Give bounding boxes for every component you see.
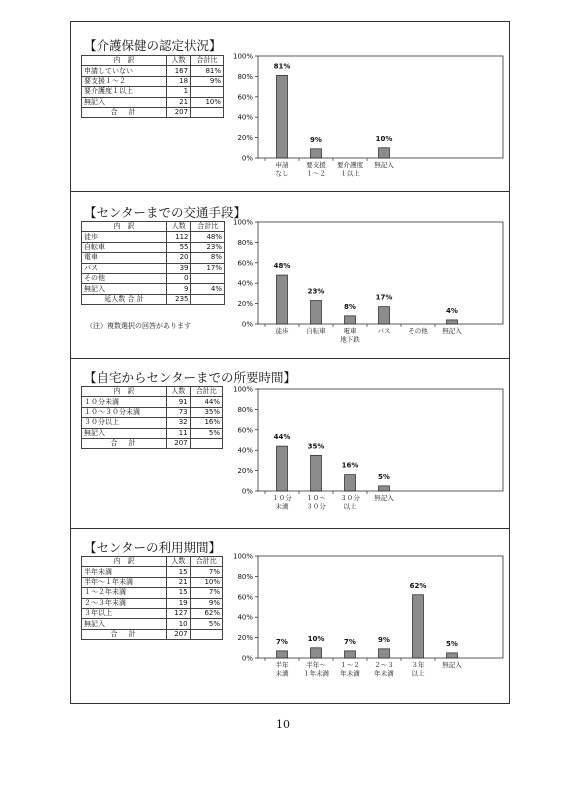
row-count: 21	[167, 577, 191, 587]
data-label: 8%	[344, 302, 356, 311]
bar	[311, 648, 322, 658]
bar	[379, 649, 390, 658]
data-label: 10%	[307, 634, 325, 643]
bar	[277, 446, 288, 491]
data-label: 10%	[375, 134, 393, 143]
total-count: 207	[167, 629, 191, 639]
page-number: 10	[276, 718, 290, 731]
row-label: ３年以上	[82, 608, 167, 618]
data-label: 16%	[341, 461, 359, 470]
x-tick-label: 要支援	[306, 161, 326, 169]
y-tick-label: 100%	[232, 552, 253, 561]
row-label: 申請していない	[82, 66, 167, 76]
x-tick-label: ２～３	[374, 661, 394, 669]
table-row	[82, 567, 223, 577]
total-ratio	[191, 107, 224, 117]
row-ratio: 10%	[191, 97, 224, 107]
header-cell: 人数	[167, 387, 191, 397]
total-label: 合 計	[82, 629, 167, 639]
row-count: 20	[167, 253, 191, 263]
y-tick-label: 80%	[237, 72, 253, 81]
row-ratio: 48%	[191, 232, 225, 242]
y-tick-label: 60%	[237, 93, 253, 102]
bar	[277, 275, 288, 324]
row-count: 15	[167, 588, 191, 598]
total-count: 207	[167, 107, 191, 117]
row-label: 無記入	[82, 97, 167, 107]
row-ratio: 4%	[191, 284, 225, 294]
stats-table	[81, 55, 224, 118]
row-ratio: 9%	[190, 598, 222, 608]
data-label: 48%	[273, 262, 291, 271]
row-label: 半年未満	[82, 567, 167, 577]
total-count: 235	[167, 294, 191, 304]
row-label: ３０分以上	[82, 418, 167, 428]
table-row	[82, 263, 225, 273]
row-label: 自転車	[82, 242, 167, 252]
data-label: 81%	[273, 62, 291, 71]
bar	[311, 301, 322, 324]
header-cell: 人数	[167, 222, 191, 232]
table-row	[82, 284, 225, 294]
table-row	[82, 76, 224, 86]
table-header-row	[82, 56, 224, 66]
table-row	[82, 608, 223, 618]
row-ratio: 10%	[190, 577, 222, 587]
row-ratio: 9%	[191, 76, 224, 86]
y-tick-label: 20%	[237, 467, 253, 476]
x-tick-label: 地下鉄	[340, 335, 360, 344]
x-tick-label: 徒歩	[275, 327, 289, 335]
row-ratio: 7%	[190, 567, 222, 577]
y-tick-label: 20%	[237, 134, 253, 143]
row-label: 電車	[82, 253, 167, 263]
row-label: 要介護度１以上	[82, 87, 167, 97]
table-header-row	[82, 557, 223, 567]
row-count: 9	[167, 284, 191, 294]
bar-chart	[222, 552, 507, 684]
row-count: 18	[167, 76, 191, 86]
y-tick-label: 80%	[237, 238, 253, 247]
row-label: １０～３０分未満	[82, 407, 167, 417]
stats-table	[81, 386, 223, 449]
bar	[311, 455, 322, 491]
row-ratio: 35%	[190, 407, 222, 417]
y-tick-label: 100%	[232, 385, 253, 394]
table-row	[82, 97, 224, 107]
table-total-row	[82, 294, 225, 304]
row-label: 徒歩	[82, 232, 167, 242]
x-tick-label: 年未満	[340, 669, 360, 678]
section-divider	[70, 358, 510, 359]
x-tick-label: 未満	[275, 669, 289, 678]
data-label: 9%	[310, 135, 322, 144]
table-row	[82, 619, 223, 629]
table-total-row	[82, 629, 223, 639]
bar	[447, 320, 458, 324]
bar	[345, 316, 356, 324]
section-title: 【センターまでの交通手段】	[84, 205, 247, 220]
total-ratio	[190, 438, 222, 448]
row-label: １～２年未満	[82, 588, 167, 598]
data-label: 44%	[273, 433, 291, 442]
x-tick-label: 半年～	[306, 661, 326, 669]
header-cell: 人数	[167, 56, 191, 66]
table-row	[82, 428, 223, 438]
section-divider	[70, 528, 510, 529]
section-title: 【自宅からセンターまでの所要時間】	[84, 370, 297, 385]
row-label: 無記入	[82, 428, 167, 438]
x-tick-label: 要介護度	[337, 161, 363, 169]
y-tick-label: 80%	[237, 572, 253, 581]
table-row	[82, 66, 224, 76]
bar	[345, 475, 356, 491]
table-row	[82, 418, 223, 428]
x-tick-label: １年未満	[303, 669, 329, 678]
y-tick-label: 0%	[241, 654, 253, 663]
table-row	[82, 87, 224, 97]
stats-table	[81, 221, 225, 305]
y-tick-label: 0%	[241, 487, 253, 496]
row-ratio: 44%	[190, 397, 222, 407]
data-label: 35%	[307, 442, 325, 451]
table-row	[82, 242, 225, 252]
row-label: バス	[82, 263, 167, 273]
header-cell: 合計比	[191, 56, 224, 66]
row-ratio: 17%	[191, 263, 225, 273]
x-tick-label: １０分	[272, 494, 292, 502]
total-ratio	[190, 629, 222, 639]
row-ratio: 23%	[191, 242, 225, 252]
bar	[277, 651, 288, 658]
table-row	[82, 232, 225, 242]
table-row	[82, 397, 223, 407]
bar-chart	[222, 385, 507, 517]
data-label: 5%	[446, 639, 458, 648]
x-tick-label: 以上	[411, 669, 425, 678]
y-tick-label: 0%	[241, 154, 253, 163]
row-count: 10	[167, 619, 191, 629]
x-tick-label: バス	[377, 327, 391, 335]
header-cell: 人数	[167, 557, 191, 567]
x-tick-label: その他	[408, 327, 428, 335]
y-tick-label: 40%	[237, 113, 253, 122]
header-cell: 内 訳	[82, 387, 167, 397]
bar	[379, 486, 390, 491]
y-tick-label: 40%	[237, 446, 253, 455]
x-tick-label: 年未満	[374, 669, 394, 678]
x-tick-label: ３０分	[340, 494, 360, 502]
row-count: 55	[167, 242, 191, 252]
row-label: その他	[82, 273, 167, 283]
row-count: 167	[167, 66, 191, 76]
y-tick-label: 100%	[232, 218, 253, 227]
table-total-row	[82, 438, 223, 448]
bar	[379, 307, 390, 324]
x-tick-label: 無記入	[374, 494, 394, 502]
y-tick-label: 60%	[237, 593, 253, 602]
table-row	[82, 407, 223, 417]
bar	[413, 595, 424, 658]
bar	[379, 148, 390, 158]
row-ratio: 8%	[191, 253, 225, 263]
section-title: 【センターの利用期間】	[84, 540, 222, 555]
header-cell: 合計比	[190, 387, 222, 397]
row-count: 0	[167, 273, 191, 283]
row-count: 112	[167, 232, 191, 242]
row-ratio: 5%	[190, 428, 222, 438]
y-tick-label: 40%	[237, 279, 253, 288]
x-tick-label: 無記入	[442, 661, 462, 669]
row-label: 要支援１～２	[82, 76, 167, 86]
data-label: 4%	[446, 306, 458, 315]
data-label: 9%	[378, 635, 390, 644]
x-tick-label: １０～	[306, 494, 326, 502]
y-tick-label: 80%	[237, 405, 253, 414]
row-ratio: 81%	[191, 66, 224, 76]
bar-chart	[222, 218, 507, 350]
row-count: 11	[167, 428, 191, 438]
bar	[277, 75, 288, 158]
y-tick-label: 20%	[237, 300, 253, 309]
table-row	[82, 598, 223, 608]
row-label: ２～３年未満	[82, 598, 167, 608]
row-ratio: 62%	[190, 608, 222, 618]
row-ratio: 16%	[190, 418, 222, 428]
table-row	[82, 273, 225, 283]
x-tick-label: 未満	[275, 502, 289, 511]
y-tick-label: 0%	[241, 320, 253, 329]
row-count: 21	[167, 97, 191, 107]
section-divider	[70, 191, 510, 192]
x-tick-label: １～２	[340, 661, 360, 669]
row-count: 127	[167, 608, 191, 618]
data-label: 5%	[378, 472, 390, 481]
header-cell: 内 訳	[82, 56, 167, 66]
stats-table	[81, 556, 223, 640]
row-count: 1	[167, 87, 191, 97]
table-total-row	[82, 107, 224, 117]
x-tick-label: 以上	[343, 502, 357, 511]
x-tick-label: 無記入	[374, 161, 394, 169]
x-tick-label: １以上	[340, 169, 360, 178]
table-note: （注）複数選択の回答があります	[86, 322, 191, 330]
y-tick-label: 40%	[237, 613, 253, 622]
y-tick-label: 60%	[237, 426, 253, 435]
header-cell: 合計比	[190, 557, 222, 567]
data-label: 23%	[307, 287, 325, 296]
table-header-row	[82, 222, 225, 232]
data-label: 17%	[375, 293, 393, 302]
bar	[447, 653, 458, 658]
header-cell: 内 訳	[82, 222, 167, 232]
data-label: 7%	[344, 637, 356, 646]
x-tick-label: ３年	[411, 661, 425, 669]
total-label: 合 計	[82, 107, 167, 117]
x-tick-label: ３０分	[306, 502, 326, 511]
x-tick-label: 無記入	[442, 327, 462, 335]
row-ratio	[191, 87, 224, 97]
x-tick-label: 電車	[343, 327, 357, 335]
y-tick-label: 20%	[237, 634, 253, 643]
x-tick-label: なし	[275, 169, 289, 178]
total-label: 合 計	[82, 438, 167, 448]
row-ratio: 7%	[190, 588, 222, 598]
header-cell: 内 訳	[82, 557, 167, 567]
row-ratio	[191, 273, 225, 283]
y-tick-label: 100%	[232, 52, 253, 61]
total-label: 延人数 合 計	[82, 294, 167, 304]
x-tick-label: 半年	[275, 661, 289, 669]
table-row	[82, 588, 223, 598]
table-row	[82, 253, 225, 263]
x-tick-label: 自転車	[306, 327, 326, 335]
bar	[345, 651, 356, 658]
x-tick-label: １～２	[306, 169, 326, 178]
row-label: 半年～１年未満	[82, 577, 167, 587]
row-label: 無記入	[82, 284, 167, 294]
bar-chart	[222, 52, 507, 184]
row-count: 91	[167, 397, 191, 407]
data-label: 7%	[276, 637, 288, 646]
total-ratio	[191, 294, 225, 304]
table-header-row	[82, 387, 223, 397]
row-count: 15	[167, 567, 191, 577]
total-count: 207	[167, 438, 191, 448]
y-tick-label: 60%	[237, 259, 253, 268]
row-count: 32	[167, 418, 191, 428]
section-title: 【介護保健の認定状況】	[84, 38, 222, 53]
row-count: 39	[167, 263, 191, 273]
table-row	[82, 577, 223, 587]
row-label: 無記入	[82, 619, 167, 629]
header-cell: 合計比	[191, 222, 225, 232]
data-label: 62%	[409, 581, 427, 590]
bar	[311, 149, 322, 158]
row-label: １０分未満	[82, 397, 167, 407]
row-count: 19	[167, 598, 191, 608]
x-tick-label: 申請	[275, 161, 289, 169]
row-ratio: 5%	[190, 619, 222, 629]
row-count: 73	[167, 407, 191, 417]
